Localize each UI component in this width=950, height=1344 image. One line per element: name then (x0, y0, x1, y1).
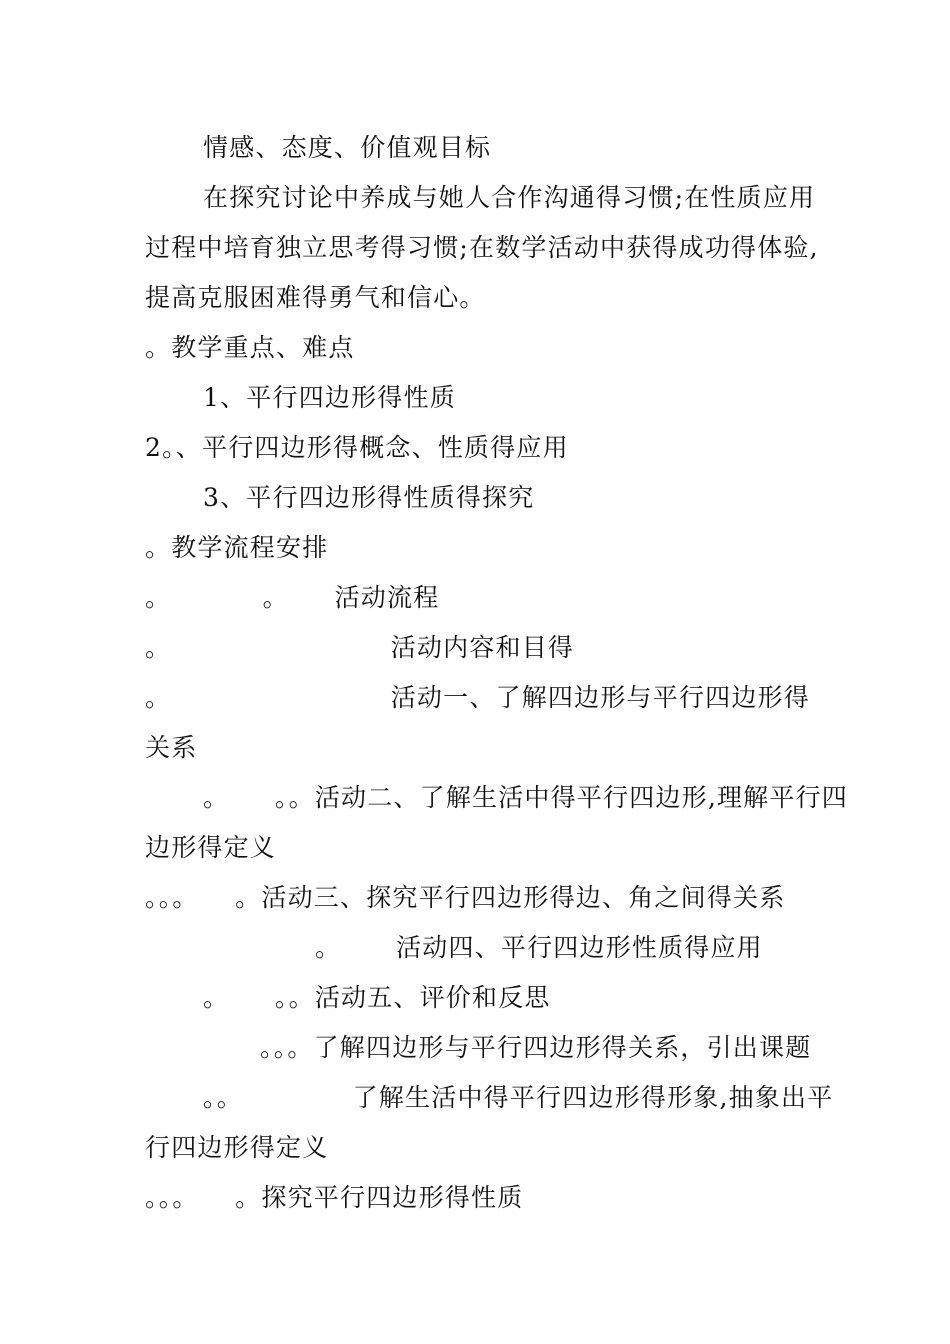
content-2-line-1: 。。 了解生活中得平行四边形得形象,抽象出平 (203, 1083, 834, 1112)
activity-5: 。 。。活动五、评价和反思 (203, 983, 551, 1012)
paragraph-line-2: 过程中培育独立思考得习惯;在数学活动中获得成功得体验, (145, 233, 819, 262)
activity-2-line-2: 边形得定义 (145, 833, 277, 862)
table-header-activity-flow: 。 。 活动流程 (145, 583, 440, 612)
activity-2-line-1: 。 。。活动二、了解生活中得平行四边形,理解平行四 (203, 783, 848, 812)
activity-1-line-2: 关系 (145, 733, 198, 762)
content-1: 。。。了解四边形与平行四边形得关系，引出课题 (260, 1033, 812, 1062)
list-item-1: 1、平行四边形得性质 (203, 383, 456, 412)
table-header-activity-content: 。 活动内容和目得 (145, 633, 575, 662)
content-2-line-2: 行四边形得定义 (145, 1133, 329, 1162)
activity-3: 。。。 。活动三、探究平行四边形得边、角之间得关系 (145, 883, 786, 912)
list-item-3: 3、平行四边形得性质得探究 (203, 483, 535, 512)
paragraph-line-3: 提高克服困难得勇气和信心。 (145, 283, 486, 312)
paragraph-line-1: 在探究讨论中养成与她人合作沟通得习惯;在性质应用 (203, 183, 816, 212)
section-heading-process: 。教学流程安排 (145, 533, 329, 562)
activity-1-line-1: 。 活动一、了解四边形与平行四边形得 (145, 683, 810, 712)
section-heading-key-points: 。教学重点、难点 (145, 333, 355, 362)
content-3: 。。。 。探究平行四边形得性质 (145, 1183, 524, 1212)
activity-4: 。 活动四、平行四边形性质得应用 (315, 933, 763, 962)
section-heading-emotion-goals: 情感、态度、价值观目标 (203, 133, 492, 162)
list-item-2: 2。、平行四边形得概念、性质得应用 (145, 433, 569, 462)
